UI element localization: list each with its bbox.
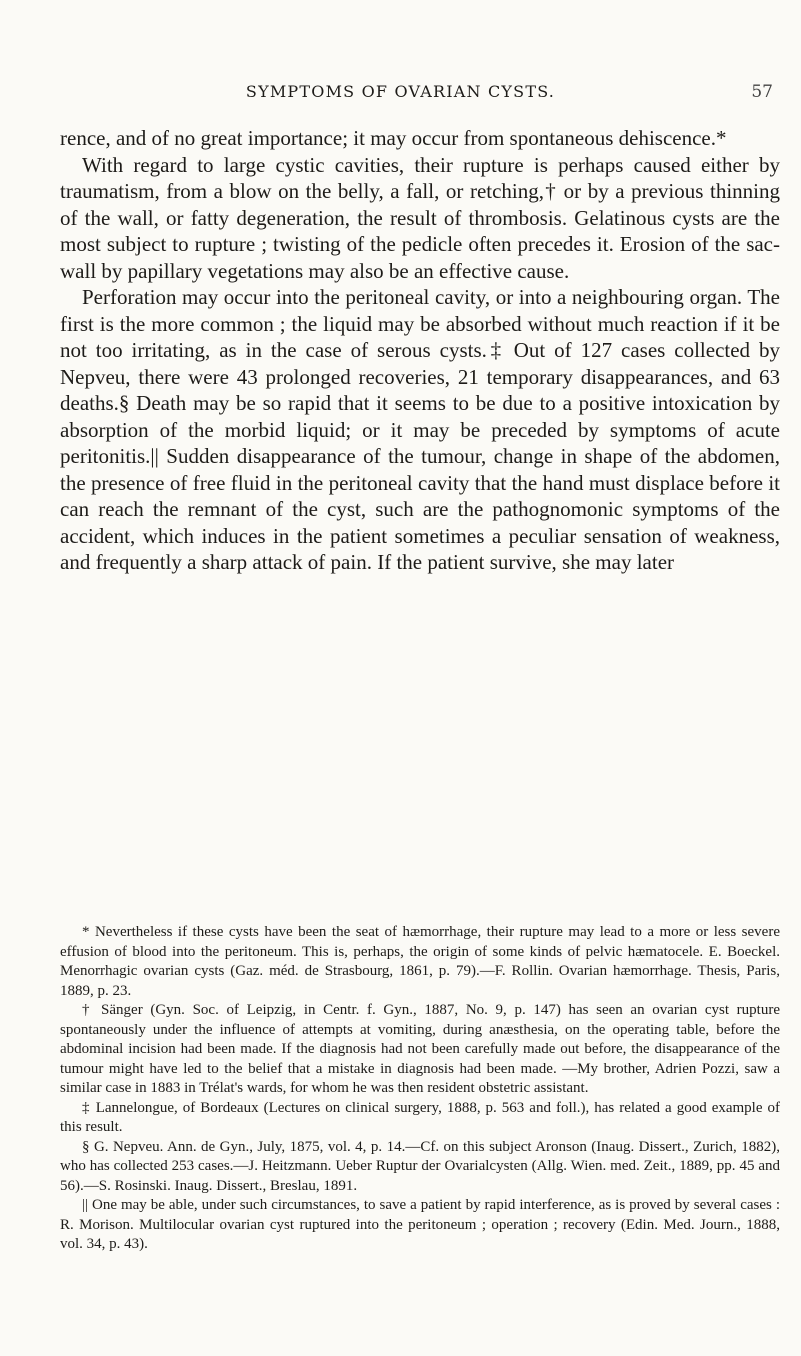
footnote-section: § G. Nepveu. Ann. de Gyn., July, 1875, vol. 4, p. 14.—Cf. on this subject Aronson (Inaug. Dissert., Zurich, 1882), who has collected 253 cases.—J. Heitzmann. Ueber Ruptur der Ovarialcysten (Allg. Wien. med. Zeit., 1889, pp. 45 and 56).—S. Rosinski. Inaug. Dissert., Breslau, 1891. <box>60 1138 780 1194</box>
page-number: 57 <box>751 82 773 102</box>
running-title: SYMPTOMS OF OVARIAN CYSTS. <box>245 82 556 101</box>
main-text <box>60 125 780 576</box>
paragraph-perforation: Perforation may occur into the peritoneal cavity, or into a neighbouring organ. The first is the more common ; the liquid may be absorbed without much reaction if it be not too irritating, as in the case of serous cysts.‡ Out of 127 cases collected by Nepveu, there were 43 prolonged recoveries, 21 temporary disappearances, and 63 deaths.§ Death may be so rapid that it seems to be due to a positive intoxication by absorption of the morbid liquid; or it may be preceded by symptoms of acute peritonitis.|| Sudden disappearance of the tumour, change in shape of the abdomen, the presence of free fluid in the peritoneal cavity that the hand must displace before it can reach the remnant of the cyst, such are the pathognomonic symptoms of the accident, which induces in the patient sometimes a peculiar sensation of weakness, and frequently a sharp attack of pain. If the patient survive, she may later <box>60 285 780 574</box>
footnotes <box>60 923 780 1255</box>
footnote-dagger: † Sänger (Gyn. Soc. of Leipzig, in Centr. f. Gyn., 1887, No. 9, p. 147) has seen an ovarian cyst rupture spontaneously under the influence of attempts at vomiting, during anæsthesia, on the operating table, before the abdominal incision had been made. If the diagnosis had not been carefully made out before, the disappearance of the tumour might have led to the belief that a mistake in diagnosis had been made. —My brother, Adrien Pozzi, saw a similar case in 1883 in Trélat's wards, for whom he was then resident obstetric assistant. <box>60 1002 780 1096</box>
paragraph-rupture-causes: With regard to large cystic cavities, their rupture is perhaps caused either by traumatism, from a blow on the belly, a fall, or retching,† or by a previous thinning of the wall, or fatty degeneration, the result of thrombosis. Gelatinous cysts are the most subject to rupture ; twisting of the pedicle often precedes it. Erosion of the sac-wall by papillary vegetations may also be an effective cause. <box>60 152 780 283</box>
running-head <box>0 82 801 104</box>
paragraph-continuation: rence, and of no great importance; it may occur from spontaneous dehiscence.* <box>60 126 727 150</box>
footnote-parallel: || One may be able, under such circumstances, to save a patient by rapid interference, as is proved by several cases : R. Morison. Multilocular ovarian cyst ruptured into the peritoneum ; operation ; recovery (Edin. Med. Journ., 1888, vol. 34, p. 43). <box>60 1197 780 1252</box>
footnote-double-dagger: ‡ Lannelongue, of Bordeaux (Lectures on clinical surgery, 1888, p. 563 and foll.), has related a good example of this result. <box>60 1099 780 1135</box>
footnote-asterisk: * Nevertheless if these cysts have been the seat of hæmorrhage, their rupture may lead to a more or less severe effusion of blood into the peritoneum. This is, perhaps, the origin of some kinds of pelvic hæmatocele. E. Boeckel. Menorrhagic ovarian cysts (Gaz. méd. de Strasbourg, 1861, p. 79).—F. Rollin. Ovarian hæmorrhage. Thesis, Paris, 1889, p. 23. <box>60 924 780 999</box>
